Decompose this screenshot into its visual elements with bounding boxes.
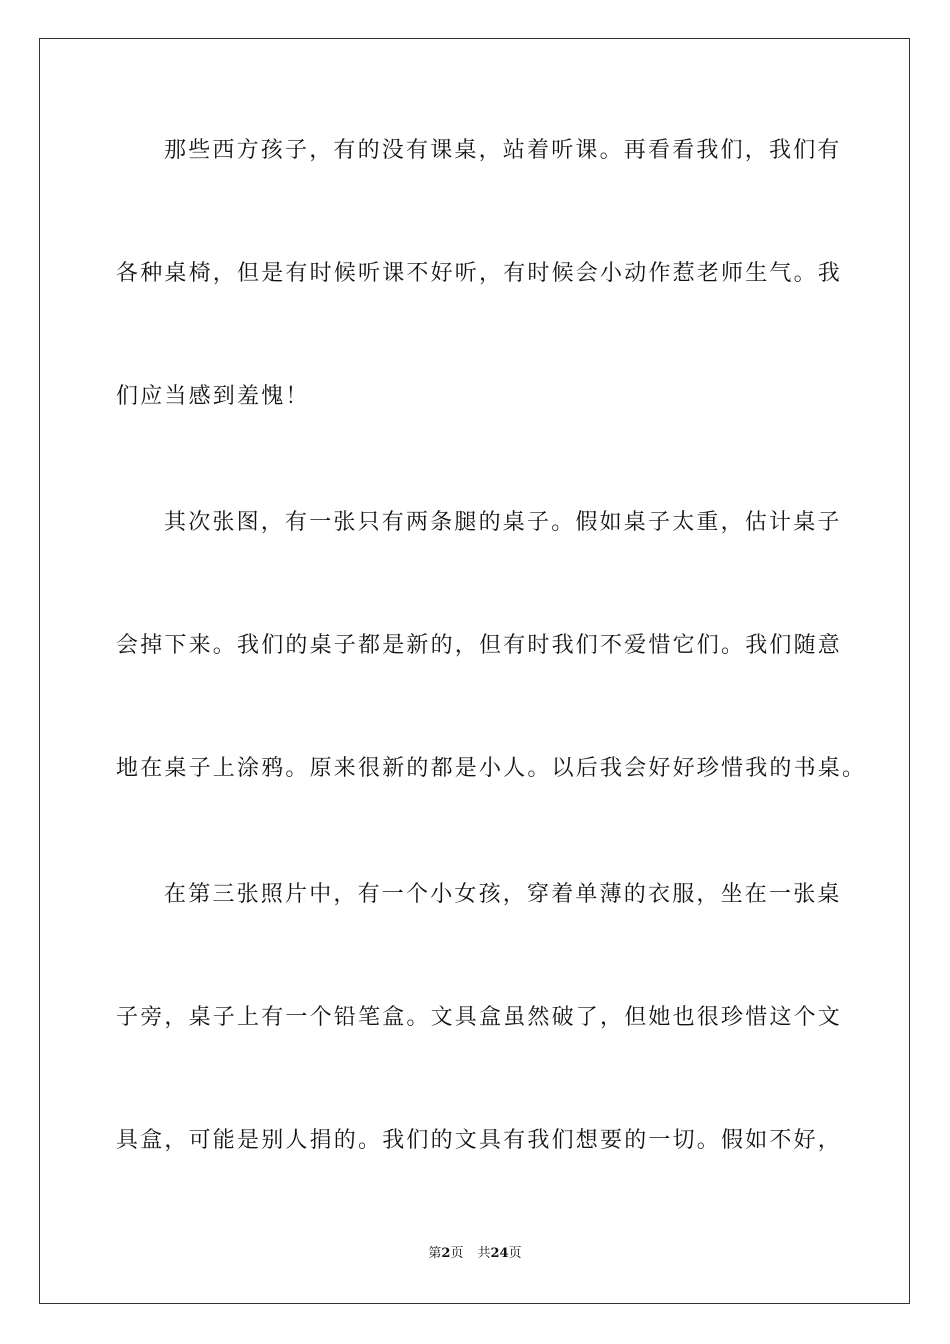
page-footer — [0, 1244, 950, 1264]
page-border — [39, 38, 910, 1304]
paragraph-2-line-1: 其次张图，有一张只有两条腿的桌子。假如桌子太重，估计桌子 — [164, 510, 842, 535]
paragraph-2-line-2: 会掉下来。我们的桌子都是新的，但有时我们不爱惜它们。我们随意 — [116, 633, 843, 658]
total-prefix: 共 — [477, 1246, 491, 1261]
total-pages: 24 — [490, 1246, 509, 1261]
paragraph-3-line-3: 具盒，可能是别人捐的。我们的文具有我们想要的一切。假如不好， — [116, 1128, 843, 1153]
paragraph-1-line-1: 那些西方孩子，有的没有课桌，站着听课。再看看我们，我们有 — [164, 138, 842, 163]
paragraph-2-line-3: 地在桌子上涂鸦。原来很新的都是小人。以后我会好好珍惜我的书桌。 — [116, 756, 867, 781]
paragraph-3-line-1: 在第三张照片中，有一个小女孩，穿着单薄的衣服，坐在一张桌 — [164, 882, 842, 907]
paragraph-1-line-3: 们应当感到羞愧！ — [116, 384, 310, 409]
total-suffix: 页 — [508, 1246, 522, 1261]
paragraph-3-line-2: 子旁，桌子上有一个铅笔盒。文具盒虽然破了，但她也很珍惜这个文 — [116, 1005, 843, 1030]
page-number: 2 — [441, 1246, 451, 1261]
page-prefix: 第 — [428, 1246, 442, 1261]
page-suffix: 页 — [450, 1246, 464, 1261]
paragraph-1-line-2: 各种桌椅，但是有时候听课不好听，有时候会小动作惹老师生气。我 — [116, 261, 843, 286]
